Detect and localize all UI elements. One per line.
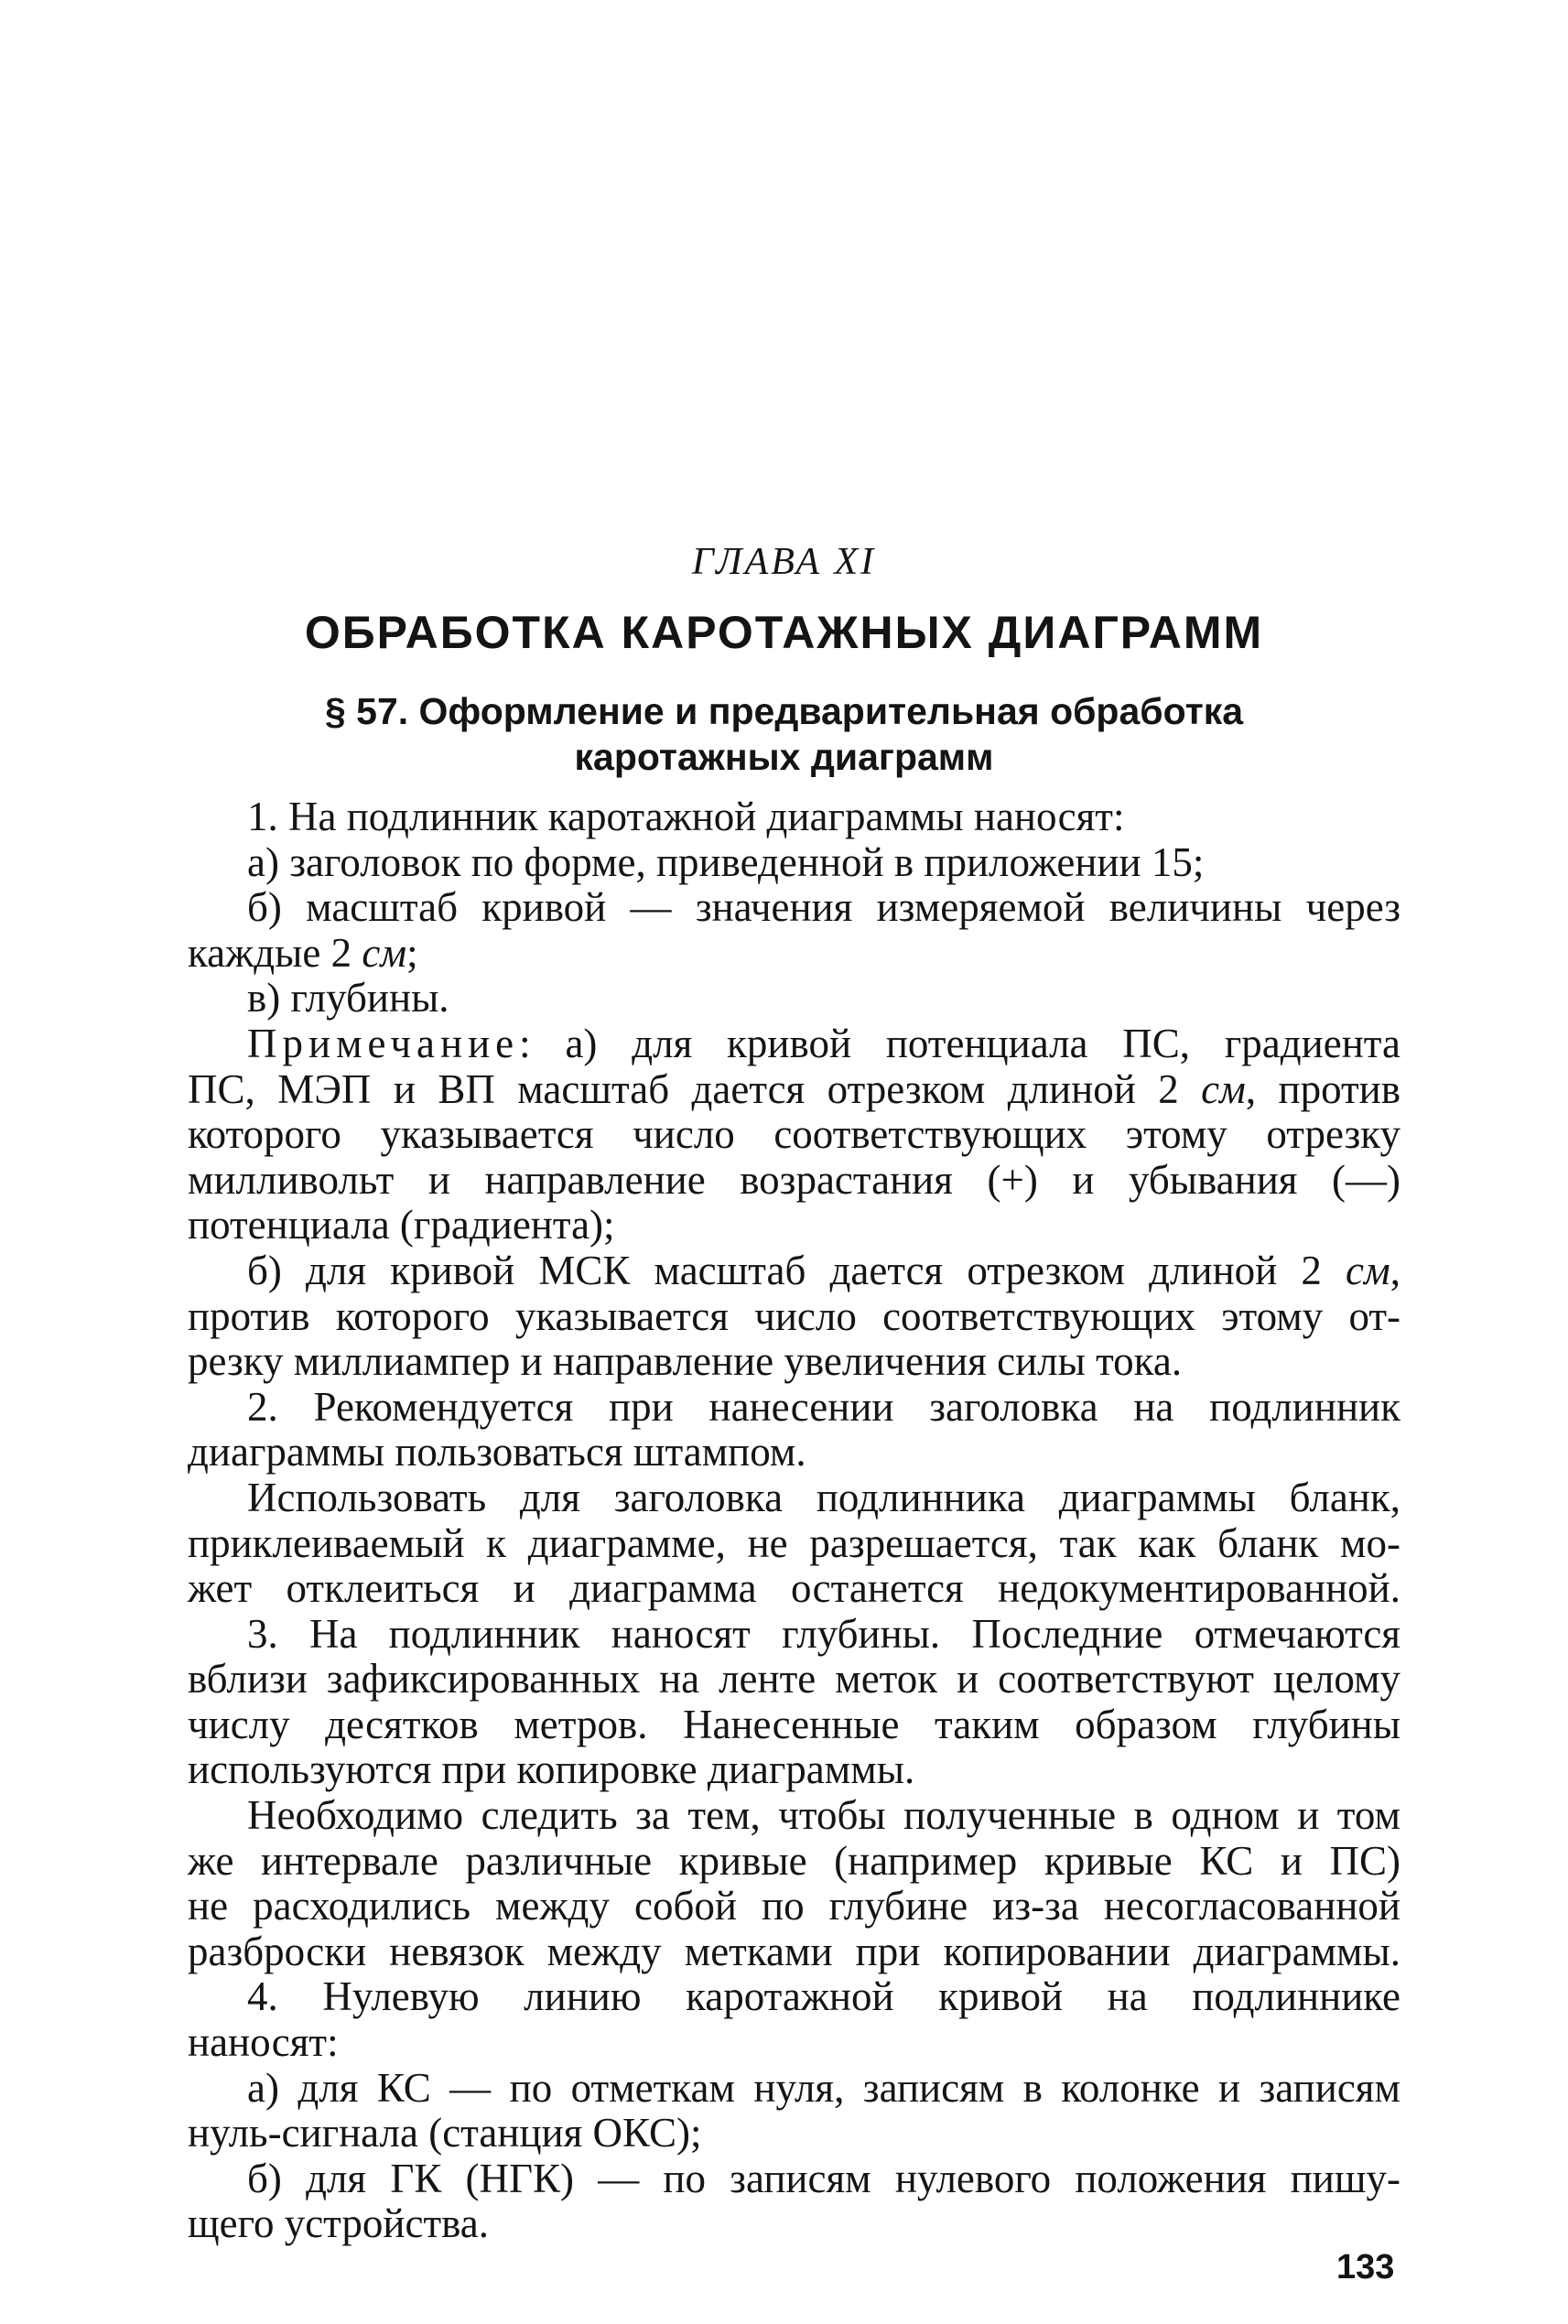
section-title [275,688,1293,780]
text-line: 1. На подлинник каротажной диаграммы наносят: [247,794,1125,839]
text-line: не расходились между собой по глубине из-за несогласованной [188,1883,1400,1929]
text-line: наносят: [188,2019,339,2066]
text-line: потенциала (градиента); [188,1202,615,1248]
text-line: разброски невязок между метками при копировании диаграммы. [188,1928,1400,1974]
chapter-title: ОБРАБОТКА КАРОТАЖНЫХ ДИАГРАММ [304,607,1264,658]
text-line: б) для ГК (НГК) — по записям нулевого положения пишу- [247,2155,1400,2201]
text-line: б) для кривой МСК масштаб дается отрезком длиной 2 см, [247,1247,1400,1293]
text-line: Необходимо следить за тем, чтобы полученные в одном и том [247,1792,1400,1839]
section-title-line-2: каротажных диаграмм [574,736,994,778]
text-line: а) заголовок по форме, приведенной в приложении 15; [247,838,1205,885]
note-label: Примечание [247,1020,520,1066]
text-line: 2. Рекомендуется при нанесении заголовка на подлинник [247,1383,1400,1430]
text-line: против которого указывается число соответствующих этому от- [188,1292,1400,1339]
text-line: резку миллиампер и направление увеличения силы тока. [188,1338,1183,1385]
text-line: нуль-сигнала (станция ОКС); [188,2110,702,2156]
text-line: же интервале различные кривые (например кривые КС и ПС) [188,1837,1400,1884]
text-line: а) для КС — по отметкам нуля, записям в колонке и записям [247,2064,1400,2111]
text-line: числу десятков метров. Нанесенные таким образом глубины [188,1701,1400,1747]
text-line: 4. Нулевую линию каротажной кривой на подлиннике [247,1973,1400,2020]
text-line: щего устройства. [188,2200,489,2247]
text-line: б) масштаб кривой — значения измеряемой величины через [247,884,1400,931]
text-line: которого указывается число соответствующих этому отрезку [188,1111,1400,1158]
section-title-line-1: § 57. Оформление и предварительная обработка [324,690,1244,732]
body-text [188,794,1400,2247]
text-line: жет отклеиться и диаграмма останется недокументированной. [188,1565,1400,1612]
text-line: вблизи зафиксированных на ленте меток и соответствуют целому [188,1656,1400,1702]
text-line: Примечание: а) для кривой потенциала ПС, градиента [247,1020,1400,1066]
text-line: в) глубины. [247,975,449,1021]
text-line: 3. На подлинник наносят глубины. Последние отмечаются [247,1610,1400,1657]
text-line: ПС, МЭП и ВП масштаб дается отрезком длиной 2 см, против [188,1065,1400,1112]
text-line: используются при копировке диаграммы. [188,1746,915,1793]
text-line: милливольт и направление возрастания (+) и убывания (—) [188,1156,1400,1203]
text-line: диаграммы пользоваться штампом. [188,1429,806,1475]
page-number: 133 [1336,2248,1395,2286]
text-line: каждые 2 см; [188,929,418,976]
text-line: приклеиваемый к диаграмме, не разрешается, так как бланк мо- [188,1519,1400,1566]
chapter-label: ГЛАВА XI [691,541,877,583]
text-line: Использовать для заголовка подлинника диаграммы бланк, [247,1474,1400,1520]
